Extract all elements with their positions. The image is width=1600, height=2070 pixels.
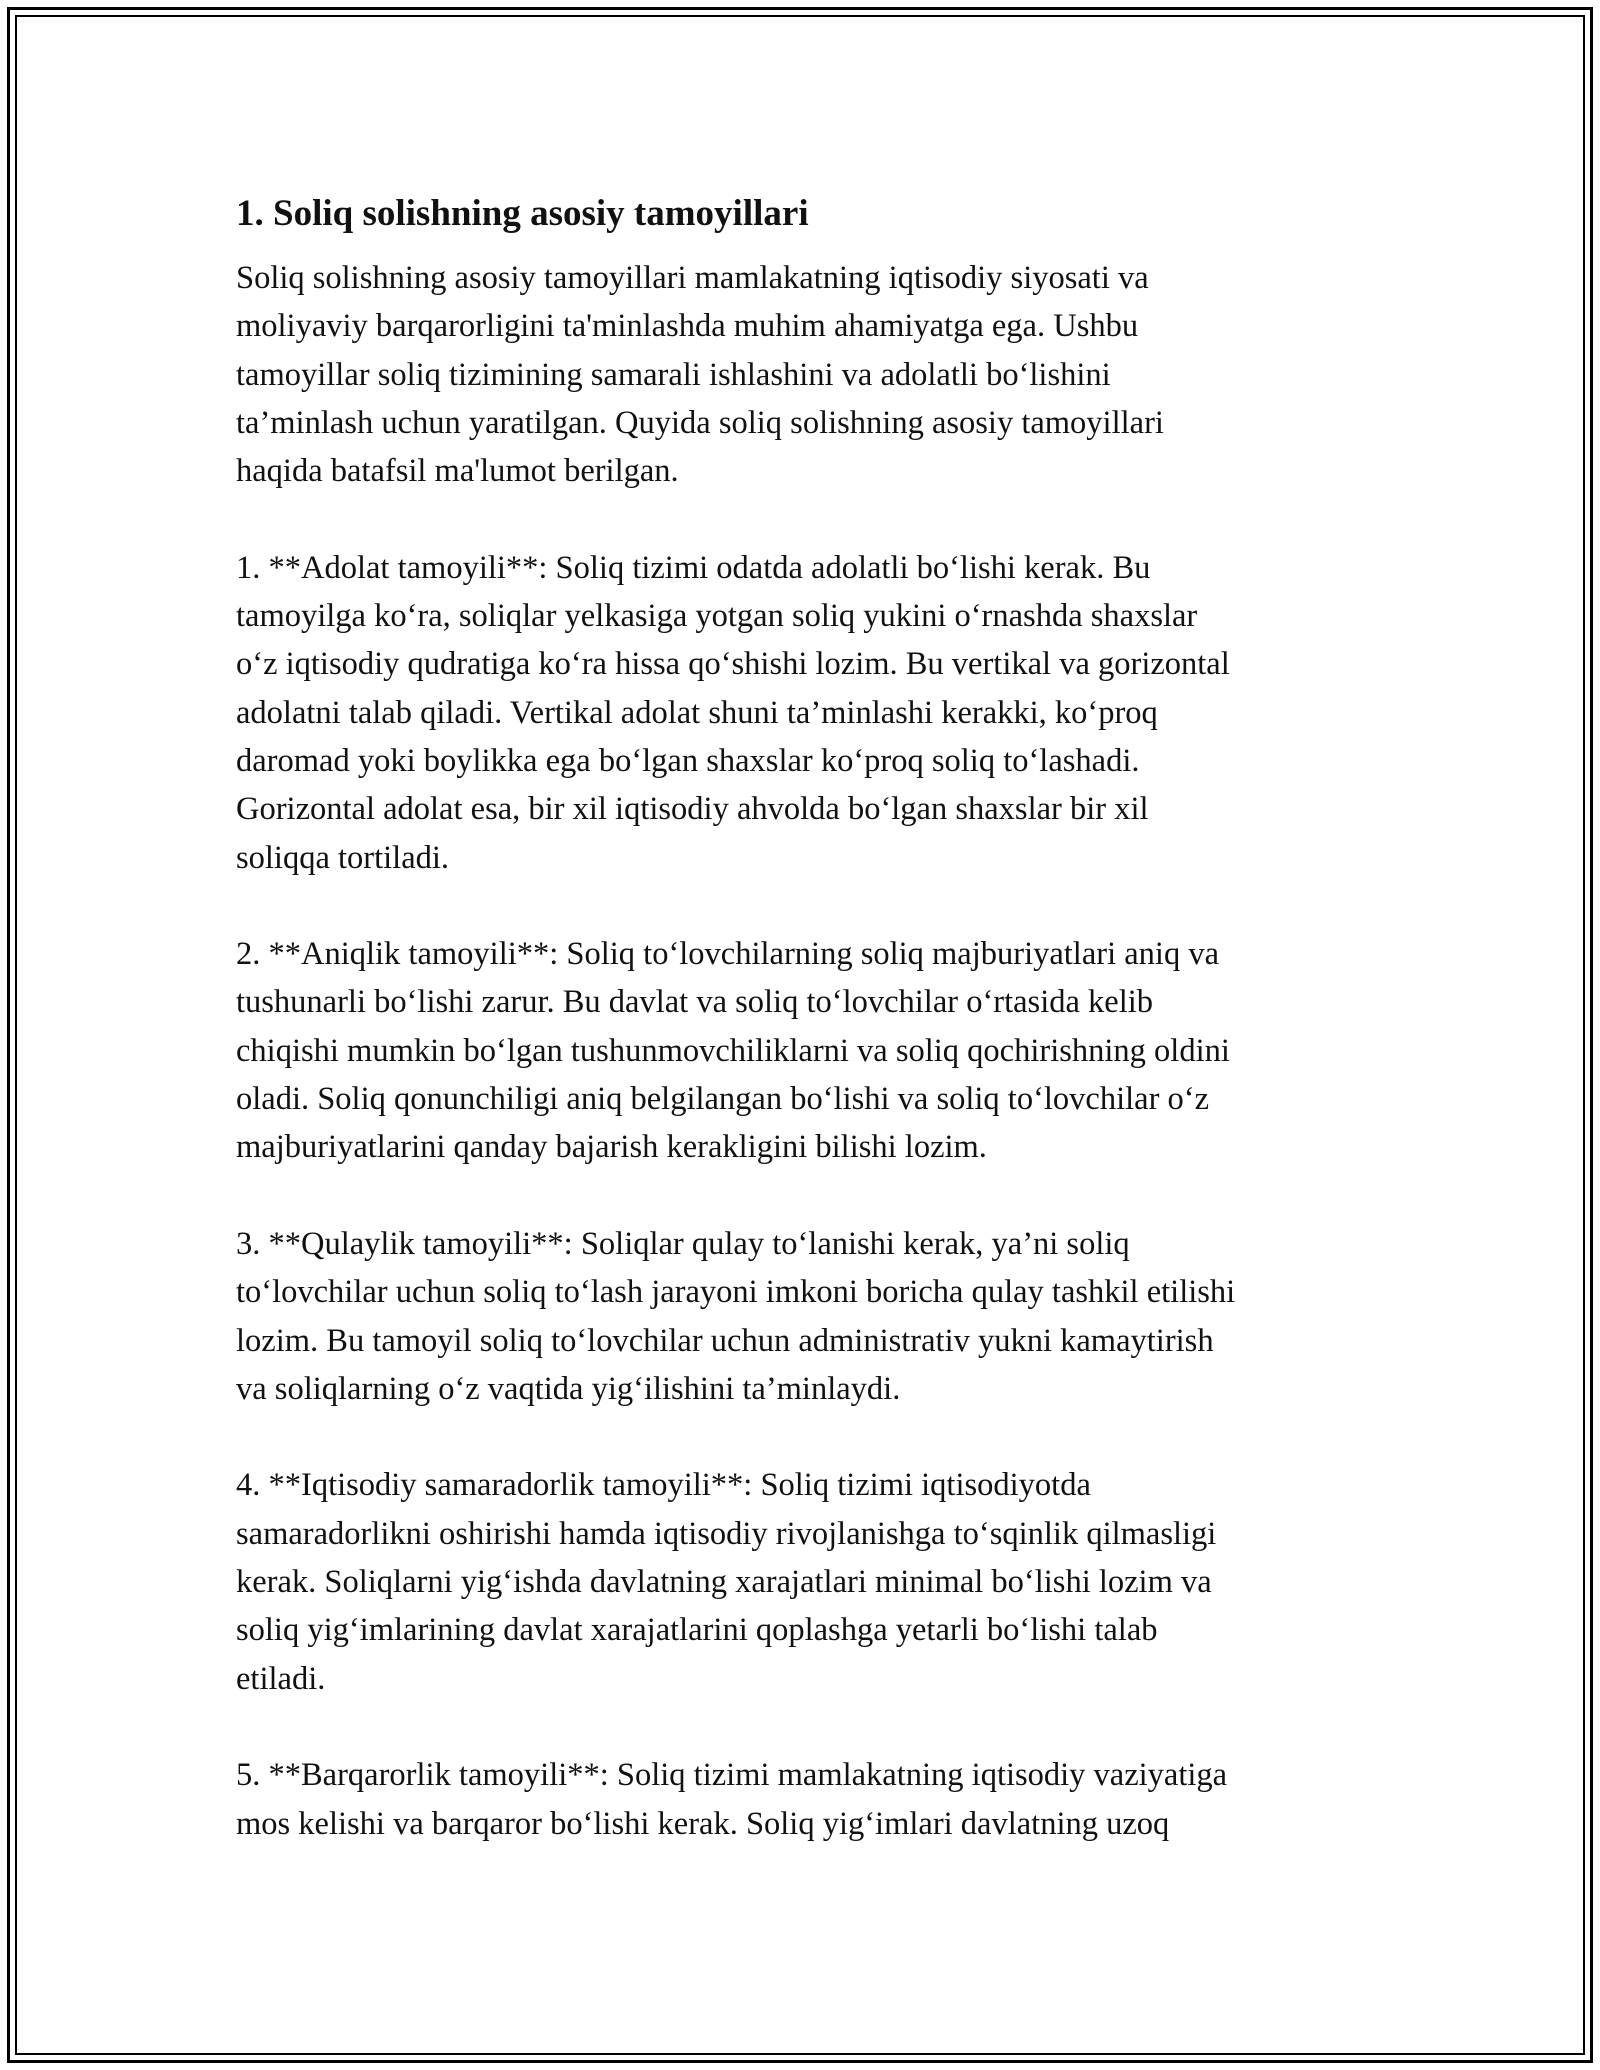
text-line: 2. **Aniqlik tamoyili**: Soliq to‘lovchilarning soliq majburiyatlari aniq va (236, 936, 1219, 973)
text-line: 3. **Qulaylik tamoyili**: Soliqlar qulay to‘lanishi kerak, ya’ni soliq (236, 1225, 1130, 1262)
text-line: etiladi. (236, 1660, 326, 1697)
text-line: moliyaviy barqarorligini ta'minlashda muhim ahamiyatga ega. Ushbu (236, 308, 1139, 345)
principle-paragraph (236, 1220, 1366, 1413)
text-line: mos kelishi va barqaror bo‘lishi kerak. Soliq yig‘imlari davlatning uzoq (236, 1805, 1170, 1842)
text-line: ta’minlash uchun yaratilgan. Quyida soliq solishning asosiy tamoyillari (236, 404, 1164, 441)
principle-paragraph (236, 1751, 1366, 1848)
text-line: samaradorlikni oshirishi hamda iqtisodiy rivojlanishga to‘sqinlik qilmasligi (236, 1515, 1217, 1552)
text-line: adolatni talab qiladi. Vertikal adolat shuni ta’minlashi kerakki, ko‘proq (236, 694, 1158, 731)
text-line: Soliq solishning asosiy tamoyillari mamlakatning iqtisodiy siyosati va (236, 260, 1149, 296)
text-line: o‘z iqtisodiy qudratiga ko‘ra hissa qo‘shishi lozim. Bu vertikal va gorizontal (236, 646, 1230, 683)
text-line: kerak. Soliqlarni yig‘ishda davlatning xarajatlari minimal bo‘lishi lozim va (236, 1564, 1212, 1601)
intro-paragraph (236, 254, 1366, 495)
paragraph-spacer (236, 495, 1366, 543)
text-line: tamoyillar soliq tizimining samarali ishlashini va adolatli bo‘lishini (236, 356, 1111, 393)
text-line: daromad yoki boylikka ega bo‘lgan shaxslar ko‘proq soliq to‘lashadi. (236, 742, 1140, 779)
text-line: 1. **Adolat tamoyili**: Soliq tizimi odatda adolatli bo‘lishi kerak. Bu (236, 549, 1151, 586)
paragraph-spacer (236, 1413, 1366, 1461)
paragraph-spacer (236, 882, 1366, 930)
text-line: oladi. Soliq qonunchiligi aniq belgilangan bo‘lishi va soliq to‘lovchilar o‘z (236, 1081, 1210, 1118)
text-line: chiqishi mumkin bo‘lgan tushunmovchiliklarni va soliq qochirishning oldini (236, 1032, 1230, 1069)
text-line: haqida batafsil ma'lumot berilgan. (236, 453, 679, 490)
principle-paragraph (236, 930, 1366, 1171)
paragraph-list (236, 254, 1366, 1848)
principle-paragraph (236, 1461, 1366, 1702)
text-line: tushunarli bo‘lishi zarur. Bu davlat va soliq to‘lovchilar o‘rtasida kelib (236, 984, 1154, 1021)
principle-paragraph (236, 544, 1366, 882)
text-line: tamoyilga ko‘ra, soliqlar yelkasiga yotgan soliq yukini o‘rnashda shaxslar (236, 598, 1198, 635)
document-body (236, 186, 1366, 1848)
text-line: 4. **Iqtisodiy samaradorlik tamoyili**: Soliq tizimi iqtisodiyotda (236, 1467, 1091, 1504)
text-line: to‘lovchilar uchun soliq to‘lash jarayoni imkoni boricha qulay tashkil etilishi (236, 1274, 1236, 1311)
text-line: va soliqlarning o‘z vaqtida yig‘ilishini ta’minlaydi. (236, 1370, 901, 1407)
paragraph-spacer (236, 1172, 1366, 1220)
text-line: lozim. Bu tamoyil soliq to‘lovchilar uchun administrativ yukni kamaytirish (236, 1322, 1214, 1359)
text-line: soliq yig‘imlarining davlat xarajatlarini qoplashga yetarli bo‘lishi talab (236, 1612, 1158, 1649)
text-line: majburiyatlarini qanday bajarish kerakligini bilishi lozim. (236, 1129, 987, 1166)
text-line: soliqqa tortiladi. (236, 839, 450, 876)
text-line: 5. **Barqarorlik tamoyili**: Soliq tizimi mamlakatning iqtisodiy vaziyatiga (236, 1757, 1228, 1794)
section-heading: 1. Soliq solishning asosiy tamoyillari (236, 193, 809, 234)
paragraph-spacer (236, 1703, 1366, 1751)
text-line: Gorizontal adolat esa, bir xil iqtisodiy ahvolda bo‘lgan shaxslar bir xil (236, 791, 1149, 828)
